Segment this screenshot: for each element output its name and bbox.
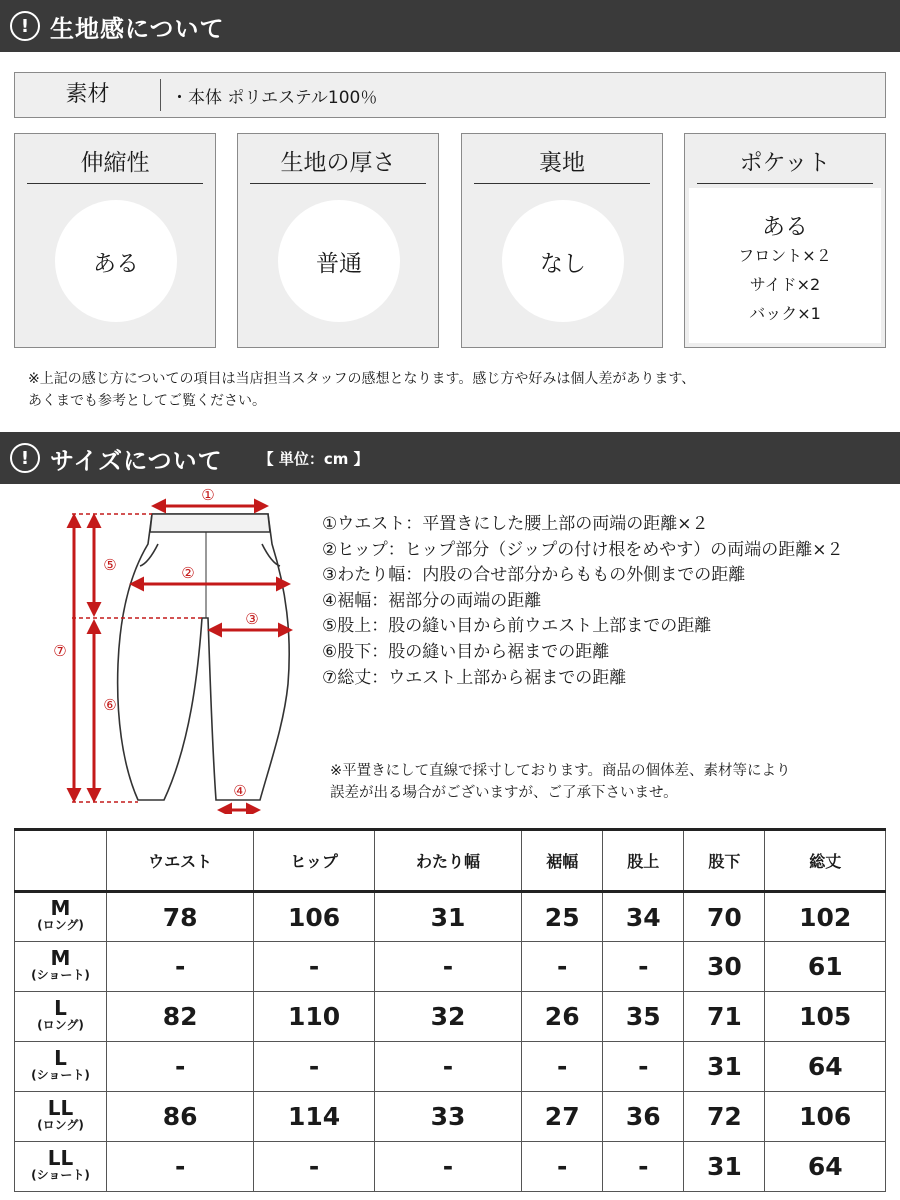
fabric-section-title: 生地感について — [50, 14, 225, 43]
column-header-hip: ヒップ — [254, 830, 375, 892]
size-variant: (ロング) — [37, 1117, 84, 1132]
table-cell: - — [603, 1142, 684, 1192]
column-header-length: 総丈 — [765, 830, 886, 892]
size-variant: (ショート) — [31, 1167, 90, 1182]
material-value: ・本体 ポリエステル100％ — [171, 87, 378, 108]
marker-length: ⑦ — [53, 642, 67, 660]
table-cell: 71 — [684, 992, 765, 1042]
table-row — [15, 892, 886, 942]
table-cell: 114 — [254, 1092, 375, 1142]
size-name: LL — [47, 1145, 74, 1170]
size-note-line: ※平置きにして直線で採寸しております。商品の個体差、素材等により — [330, 763, 791, 779]
table-cell: 27 — [522, 1092, 603, 1142]
thickness-value: 普通 — [278, 200, 400, 322]
lining-label: 裏地 — [474, 144, 650, 184]
table-cell: - — [107, 942, 254, 992]
pants-measurement-diagram — [40, 484, 320, 814]
table-cell: 70 — [684, 892, 765, 942]
table-cell: 36 — [603, 1092, 684, 1142]
stretch-label: 伸縮性 — [27, 144, 203, 184]
table-cell: - — [374, 942, 521, 992]
table-cell: 64 — [765, 1142, 886, 1192]
fabric-note-line: ※上記の感じ方についての項目は当店担当スタッフの感想となります。感じ方や好みは個人差があります、 — [28, 371, 696, 387]
pocket-label: ポケット — [697, 144, 873, 184]
material-row — [14, 72, 886, 118]
table-cell: 64 — [765, 1042, 886, 1092]
table-row — [15, 942, 886, 992]
measurement-legend — [322, 512, 843, 691]
column-header-waist: ウエスト — [107, 830, 254, 892]
row-size-label — [15, 942, 107, 992]
size-table — [14, 828, 886, 1192]
marker-rise: ⑤ — [103, 556, 117, 574]
material-label: 素材 — [15, 79, 161, 111]
marker-thigh: ③ — [245, 610, 259, 628]
lining-value: なし — [502, 200, 624, 322]
table-cell: 72 — [684, 1092, 765, 1142]
table-cell: - — [522, 1042, 603, 1092]
marker-inseam: ⑥ — [103, 696, 117, 714]
size-variant: (ロング) — [37, 1017, 84, 1032]
size-section-title: サイズについて — [50, 446, 223, 475]
table-cell: 33 — [374, 1092, 521, 1142]
table-cell: 31 — [684, 1142, 765, 1192]
table-cell: 102 — [765, 892, 886, 942]
size-variant: (ショート) — [31, 967, 90, 982]
stretch-box — [14, 133, 216, 348]
pocket-panel — [689, 188, 881, 343]
row-size-label — [15, 992, 107, 1042]
marker-waist: ① — [201, 486, 215, 504]
table-cell: - — [254, 942, 375, 992]
table-cell: - — [107, 1042, 254, 1092]
pocket-detail-side: サイド×2 — [749, 275, 821, 294]
size-section-header — [0, 432, 900, 484]
size-unit-label: 【 単位：cm 】 — [258, 449, 369, 468]
size-note — [330, 760, 791, 804]
size-name: L — [54, 1045, 67, 1070]
fabric-note — [28, 368, 695, 412]
size-name: M — [50, 945, 71, 970]
table-cell: 31 — [684, 1042, 765, 1092]
table-cell: 35 — [603, 992, 684, 1042]
table-row — [15, 1142, 886, 1192]
stretch-value: ある — [55, 200, 177, 322]
column-header-thigh: わたり幅 — [374, 830, 521, 892]
pocket-value: ある — [762, 214, 808, 240]
legend-item-hip: ②ヒップ：ヒップ部分（ジップの付け根をめやす）の両端の距離×２ — [322, 539, 844, 560]
table-cell: 61 — [765, 942, 886, 992]
column-header-hem: 裾幅 — [522, 830, 603, 892]
size-variant: (ロング) — [37, 918, 84, 932]
legend-item-waist: ①ウエスト：平置きにした腰上部の両端の距離×２ — [322, 514, 709, 534]
table-cell: 86 — [107, 1092, 254, 1142]
table-cell: 105 — [765, 992, 886, 1042]
size-name: L — [54, 995, 67, 1020]
table-cell: 25 — [522, 892, 603, 942]
legend-item-length: ⑦総丈：ウエスト上部から裾までの距離 — [322, 667, 627, 688]
legend-item-thigh: ③わたり幅：内股の合せ部分からももの外側までの距離 — [322, 565, 746, 586]
row-size-label — [15, 1142, 107, 1192]
table-cell: 106 — [765, 1092, 886, 1142]
thickness-label: 生地の厚さ — [250, 144, 426, 184]
size-name: M — [50, 896, 71, 920]
table-cell: - — [603, 1042, 684, 1092]
column-header-rise: 股上 — [603, 830, 684, 892]
table-cell: - — [254, 1142, 375, 1192]
pocket-detail-front: フロント×２ — [738, 246, 832, 265]
size-variant: (ショート) — [31, 1067, 90, 1082]
pocket-box — [684, 133, 886, 348]
table-cell: 31 — [374, 892, 521, 942]
marker-hem: ④ — [233, 782, 247, 800]
size-name: LL — [47, 1095, 74, 1120]
legend-item-hem: ④裾幅：裾部分の両端の距離 — [322, 590, 542, 611]
fabric-section-header — [0, 0, 900, 52]
thickness-box — [237, 133, 439, 348]
pants-outline — [118, 514, 290, 800]
table-cell: - — [254, 1042, 375, 1092]
table-cell: 26 — [522, 992, 603, 1042]
marker-hip: ② — [181, 564, 195, 582]
table-cell: 78 — [107, 892, 254, 942]
table-cell: - — [374, 1042, 521, 1092]
table-row — [15, 992, 886, 1042]
row-size-label — [15, 892, 107, 942]
table-cell: - — [374, 1142, 521, 1192]
row-size-label — [15, 1092, 107, 1142]
exclamation-circle-icon: ! — [10, 11, 40, 41]
size-note-line: 誤差が出る場合がございますが、ご了承下さいませ。 — [330, 785, 678, 801]
table-row — [15, 1042, 886, 1092]
lining-box — [461, 133, 663, 348]
row-size-label — [15, 1042, 107, 1092]
table-cell: - — [522, 942, 603, 992]
table-cell: 32 — [374, 992, 521, 1042]
table-cell: - — [522, 1142, 603, 1192]
table-cell: 34 — [603, 892, 684, 942]
table-cell: - — [107, 1142, 254, 1192]
legend-item-inseam: ⑥股下：股の縫い目から裾までの距離 — [322, 641, 610, 662]
table-cell: 82 — [107, 992, 254, 1042]
fabric-note-line: あくまでも参考としてご覧ください。 — [28, 393, 266, 409]
table-cell: 106 — [254, 892, 375, 942]
table-cell: - — [603, 942, 684, 992]
table-row — [15, 1092, 886, 1142]
table-corner-cell — [15, 830, 107, 892]
table-cell: 30 — [684, 942, 765, 992]
table-cell: 110 — [254, 992, 375, 1042]
column-header-inseam: 股下 — [684, 830, 765, 892]
table-header-row — [15, 830, 886, 892]
pocket-detail-back: バック×1 — [749, 304, 821, 323]
legend-item-rise: ⑤股上：股の縫い目から前ウエスト上部までの距離 — [322, 616, 712, 637]
exclamation-circle-icon: ! — [10, 443, 40, 473]
